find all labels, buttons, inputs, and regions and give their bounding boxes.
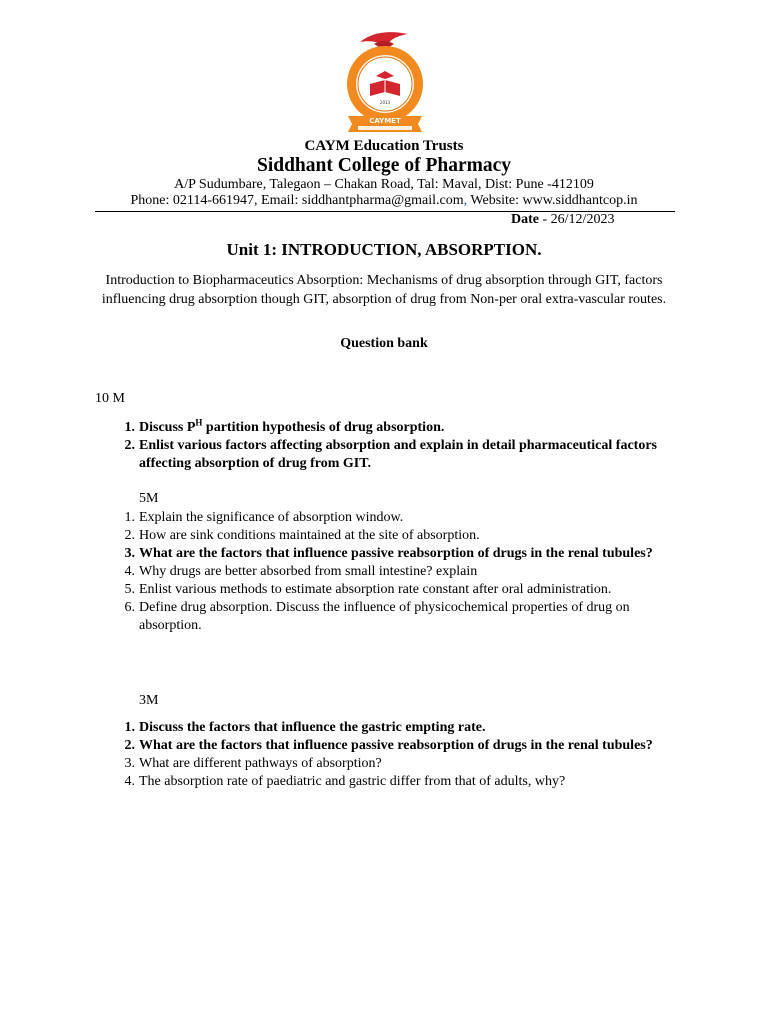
item-number: 3.	[124, 756, 135, 771]
list-item	[124, 773, 679, 791]
list-item	[124, 545, 679, 563]
section-10m-label: 10 M	[95, 391, 125, 406]
question-text: Discuss the factors that influence the gastric empting rate.	[139, 720, 486, 735]
list-item	[124, 581, 679, 599]
item-number: 2.	[124, 528, 135, 543]
list-item	[124, 563, 679, 581]
question-text: Enlist various methods to estimate absorption rate constant after oral administration.	[139, 582, 612, 597]
unit-title: Unit 1: INTRODUCTION, ABSORPTION.	[226, 240, 542, 259]
item-number: 1.	[124, 510, 135, 525]
college-address: A/P Sudumbare, Talegaon – Chakan Road, Tal: Maval, Dist: Pune -412109	[174, 177, 594, 192]
question-list-5m	[124, 509, 679, 635]
item-number: 4.	[124, 564, 135, 579]
unit-intro: Introduction to Biopharmaceutics Absorption: Mechanisms of drug absorption through GIT, factors influencing drug absorption though GIT, absorption of drug from Non-per oral extra-vascular routes.	[101, 273, 667, 307]
question-superscript: H	[195, 417, 203, 428]
phone-email: Phone: 02114-661947, Email: siddhantpharma@gmail.com	[130, 193, 464, 208]
item-number: 5.	[124, 582, 135, 597]
item-number: 3.	[124, 546, 135, 561]
college-name: Siddhant College of Pharmacy	[256, 155, 512, 176]
question-text: Define drug absorption. Discuss the influence of physicochemical properties of drug on absorption.	[139, 600, 630, 633]
question-text: Enlist various factors affecting absorption and explain in detail pharmaceutical factors affecting absorption of drug from GIT.	[139, 438, 657, 471]
date-label: Date	[511, 212, 539, 227]
item-number: 4.	[124, 774, 135, 789]
date-value: - 26/12/2023	[539, 212, 615, 227]
question-text: Discuss P	[139, 420, 196, 435]
section-3m-label: 3M	[139, 693, 159, 708]
question-text: What are different pathways of absorption?	[139, 756, 382, 771]
question-text: The absorption rate of paediatric and gastric differ from that of adults, why?	[139, 774, 566, 789]
question-text: partition hypothesis of drug absorption.	[202, 420, 445, 435]
list-item	[124, 417, 679, 437]
college-logo	[330, 24, 440, 134]
question-bank-heading: Question bank	[340, 336, 428, 351]
list-item	[124, 437, 679, 473]
list-item	[124, 755, 679, 773]
svg-text:CAYMET: CAYMET	[369, 117, 401, 125]
svg-text:2013: 2013	[379, 100, 391, 105]
section-5m-label: 5M	[139, 491, 159, 506]
contact-separator: ,	[463, 193, 468, 208]
list-item	[124, 719, 679, 737]
question-list-10m	[124, 417, 679, 473]
question-list-3m	[124, 719, 679, 791]
item-number: 2.	[124, 738, 135, 753]
list-item	[124, 737, 679, 755]
document-date	[511, 212, 614, 228]
question-text: Why drugs are better absorbed from small intestine? explain	[139, 564, 478, 579]
question-text: What are the factors that influence passive reabsorption of drugs in the renal tubules?	[139, 738, 653, 753]
question-text: How are sink conditions maintained at the site of absorption.	[139, 528, 480, 543]
list-item	[124, 599, 679, 635]
question-text: What are the factors that influence passive reabsorption of drugs in the renal tubules?	[139, 546, 653, 561]
item-number: 1.	[124, 720, 135, 735]
list-item	[124, 509, 679, 527]
trust-name: CAYM Education Trusts	[304, 138, 464, 154]
item-number: 1.	[124, 420, 135, 435]
item-number: 6.	[124, 600, 135, 615]
website: Website: www.siddhantcop.in	[467, 193, 638, 208]
item-number: 2.	[124, 438, 135, 453]
college-contact	[0, 193, 768, 209]
list-item	[124, 527, 679, 545]
question-text: Explain the significance of absorption window.	[139, 510, 404, 525]
